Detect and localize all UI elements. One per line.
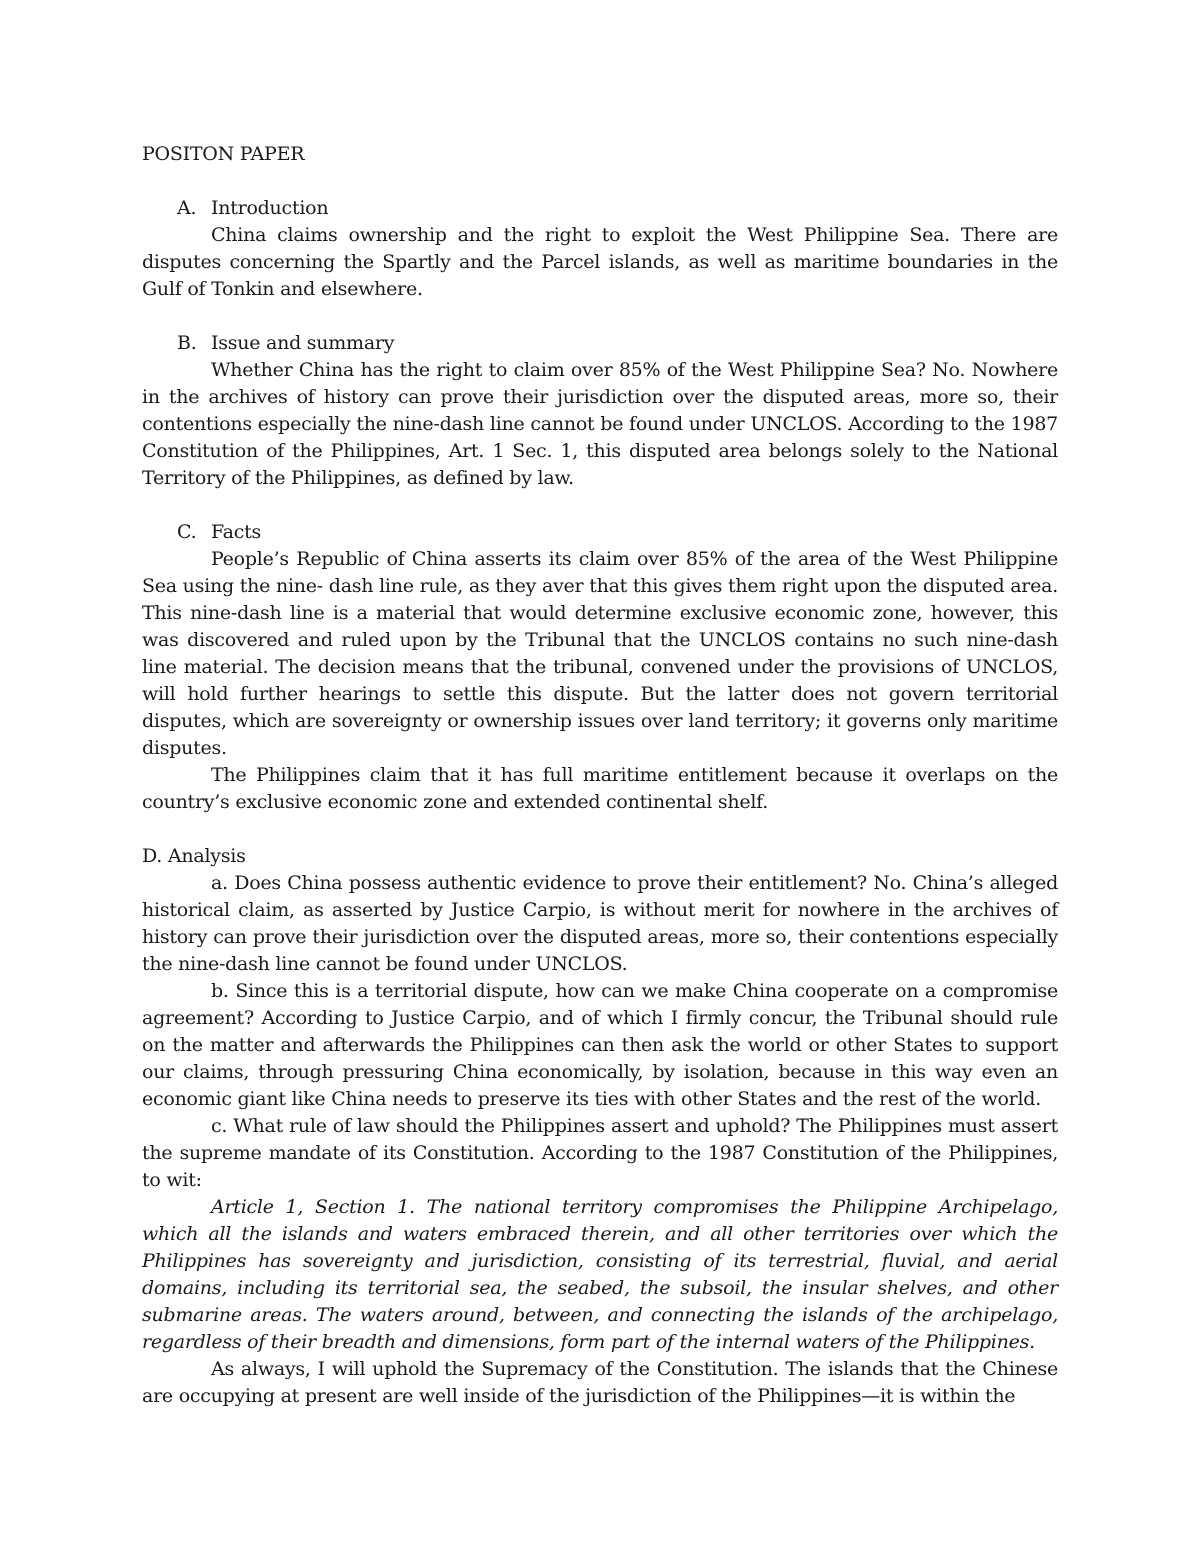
paragraph: The Philippines claim that it has full maritime entitlement because it overlaps on the country’s exclusive economic zone and extended continental shelf. — [142, 764, 1058, 813]
document-body — [142, 141, 1058, 1410]
section-heading — [142, 843, 1058, 870]
section-letter: A. — [177, 197, 197, 219]
section-issue-and-summary — [142, 330, 1058, 492]
section-letter: D. — [142, 845, 163, 867]
paragraph: People’s Republic of China asserts its claim over 85% of the area of the West Philippine Sea using the nine- dash line rule, as they aver that this gives them right upon the disputed area. This nine-dash line is a material that would determine exclusive economic zone, however, this was discovered and ruled upon by the Tribunal that the UNCLOS contains no such nine-dash line material. The decision means that the tribunal, convened under the provisions of UNCLOS, will hold further hearings to settle this dispute. But the latter does not govern territorial disputes, which are sovereignty or ownership issues over land territory; it governs only maritime disputes. — [142, 548, 1058, 759]
paragraph: China claims ownership and the right to exploit the West Philippine Sea. There are disputes concerning the Spartly and the Parcel islands, as well as maritime boundaries in the Gulf of Tonkin and elsewhere. — [142, 224, 1058, 300]
section-heading — [142, 519, 1058, 546]
section-heading-text: Facts — [211, 521, 261, 543]
paragraph: c. What rule of law should the Philippines assert and uphold? The Philippines must assert the supreme mandate of its Constitution. According to the 1987 Constitution of the Philippines, to wit: — [142, 1115, 1058, 1191]
paragraph: Whether China has the right to claim over 85% of the West Philippine Sea? No. Nowhere in the archives of history can prove their jurisdiction over the disputed areas, more so, their contentions especially the nine-dash line cannot be found under UNCLOS. According to the 1987 Constitution of the Philippines, Art. 1 Sec. 1, this disputed area belongs solely to the National Territory of the Philippines, as defined by law. — [142, 359, 1058, 489]
constitution-quote: Article 1, Section 1. The national territory compromises the Philippine Archipelago, which all the islands and waters embraced therein, and all other territories over which the Philippines has sovereignty and jurisdiction, consisting of its terrestrial, fluvial, and aerial domains, including its territorial sea, the seabed, the subsoil, the insular shelves, and other submarine areas. The waters around, between, and connecting the islands of the archipelago, regardless of their breadth and dimensions, form part of the internal waters of the Philippines. — [142, 1196, 1058, 1353]
closing-paragraph: As always, I will uphold the Supremacy of the Constitution. The islands that the Chinese are occupying at present are well inside of the jurisdiction of the Philippines—it is within the — [142, 1358, 1058, 1407]
section-letter: B. — [177, 332, 197, 354]
section-heading-text: Issue and summary — [211, 332, 395, 354]
section-heading-text: Introduction — [211, 197, 329, 219]
section-heading — [142, 330, 1058, 357]
section-letter: C. — [177, 521, 197, 543]
document-title: POSITON PAPER — [142, 143, 305, 165]
section-heading — [142, 195, 1058, 222]
section-facts — [142, 519, 1058, 816]
paragraph: a. Does China possess authentic evidence to prove their entitlement? No. China’s alleged historical claim, as asserted by Justice Carpio, is without merit for nowhere in the archives of history can prove their jurisdiction over the disputed areas, more so, their contentions especially the nine-dash line cannot be found under UNCLOS. — [142, 872, 1058, 975]
paragraph: b. Since this is a territorial dispute, how can we make China cooperate on a compromise agreement? According to Justice Carpio, and of which I firmly concur, the Tribunal should rule on the matter and afterwards the Philippines can then ask the world or other States to support our claims, through pressuring China economically, by isolation, because in this way even an economic giant like China needs to preserve its ties with other States and the rest of the world. — [142, 980, 1058, 1110]
section-analysis — [142, 843, 1058, 1410]
section-introduction — [142, 195, 1058, 303]
section-heading-text: Analysis — [167, 845, 246, 867]
